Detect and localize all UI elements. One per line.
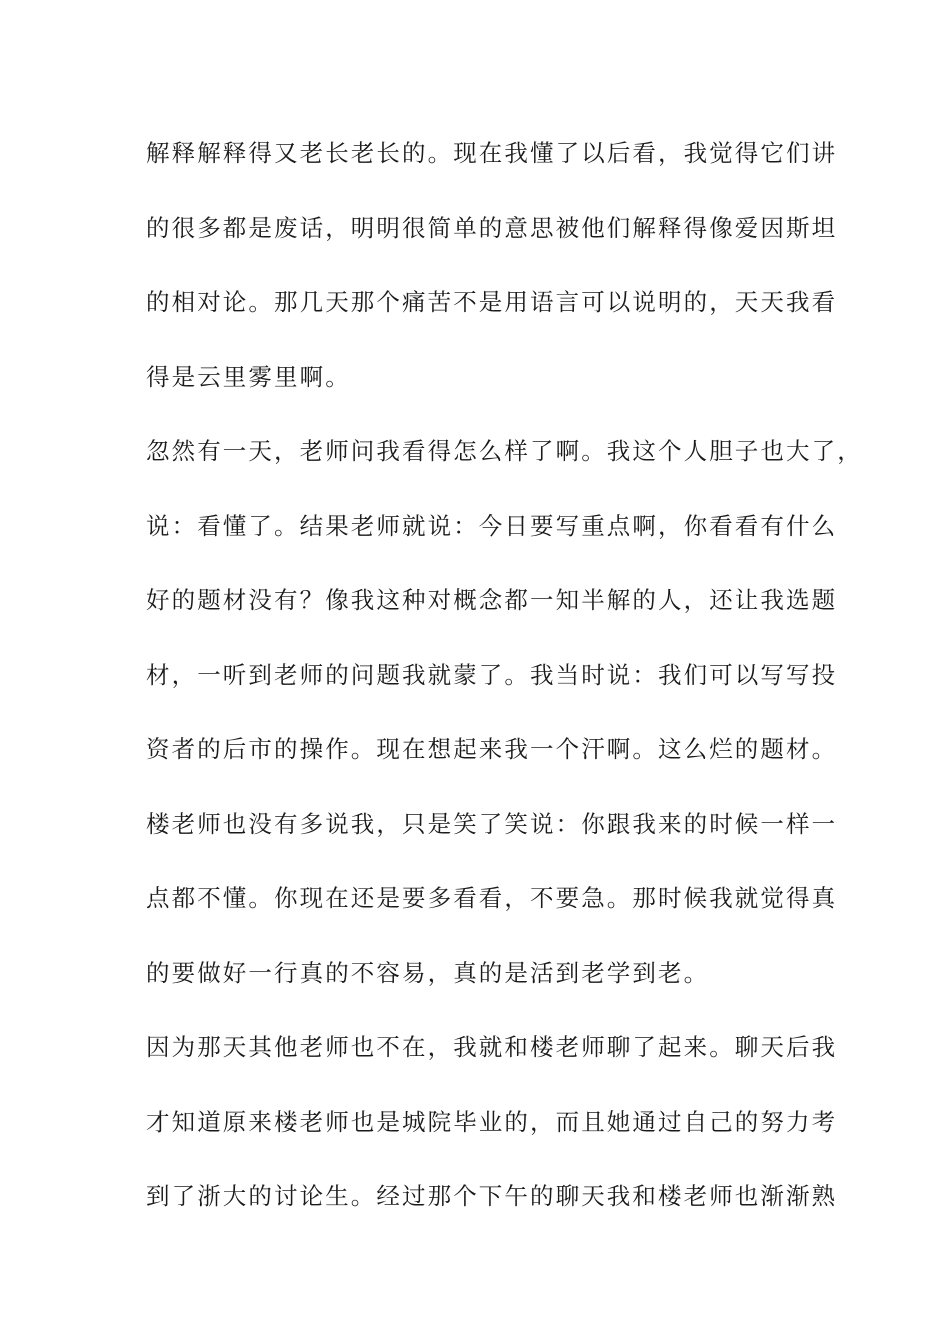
text-line: 的要做好一行真的不容易，真的是活到老学到老。 — [146, 958, 710, 987]
text-line: 点都不懂。你现在还是要多看看，不要急。那时候我就觉得真 — [146, 884, 838, 912]
body-text — [146, 130, 863, 1248]
text-line: 才知道原来楼老师也是城院毕业的，而且她通过自己的努力考 — [146, 1107, 838, 1136]
text-line: 材，一听到老师的问题我就蒙了。我当时说：我们可以写写投 — [146, 660, 838, 689]
text-line: 得是云里雾里啊。 — [146, 362, 351, 391]
text-line: 好的题材没有？像我这种对概念都一知半解的人，还让我选题 — [146, 586, 838, 614]
text-line: 解释解释得又老长老长的。现在我懂了以后看，我觉得它们讲 — [146, 139, 838, 167]
text-line: 说：看懂了。结果老师就说：今日要写重点啊，你看看有什么 — [146, 511, 838, 540]
text-line: 忽然有一天，老师问我看得怎么样了啊。我这个人胆子也大了， — [146, 437, 863, 465]
text-line: 的很多都是废话，明明很简单的意思被他们解释得像爱因斯坦 — [146, 213, 838, 242]
text-line: 因为那天其他老师也不在，我就和楼老师聊了起来。聊天后我 — [146, 1033, 838, 1061]
text-line: 楼老师也没有多说我，只是笑了笑说：你跟我来的时候一样一 — [146, 809, 838, 838]
text-line: 到了浙大的讨论生。经过那个下午的聊天我和楼老师也渐渐熟 — [146, 1182, 838, 1210]
text-line: 的相对论。那几天那个痛苦不是用语言可以说明的，天天我看 — [146, 288, 838, 316]
text-line: 资者的后市的操作。现在想起来我一个汗啊。这么烂的题材。 — [146, 735, 838, 763]
